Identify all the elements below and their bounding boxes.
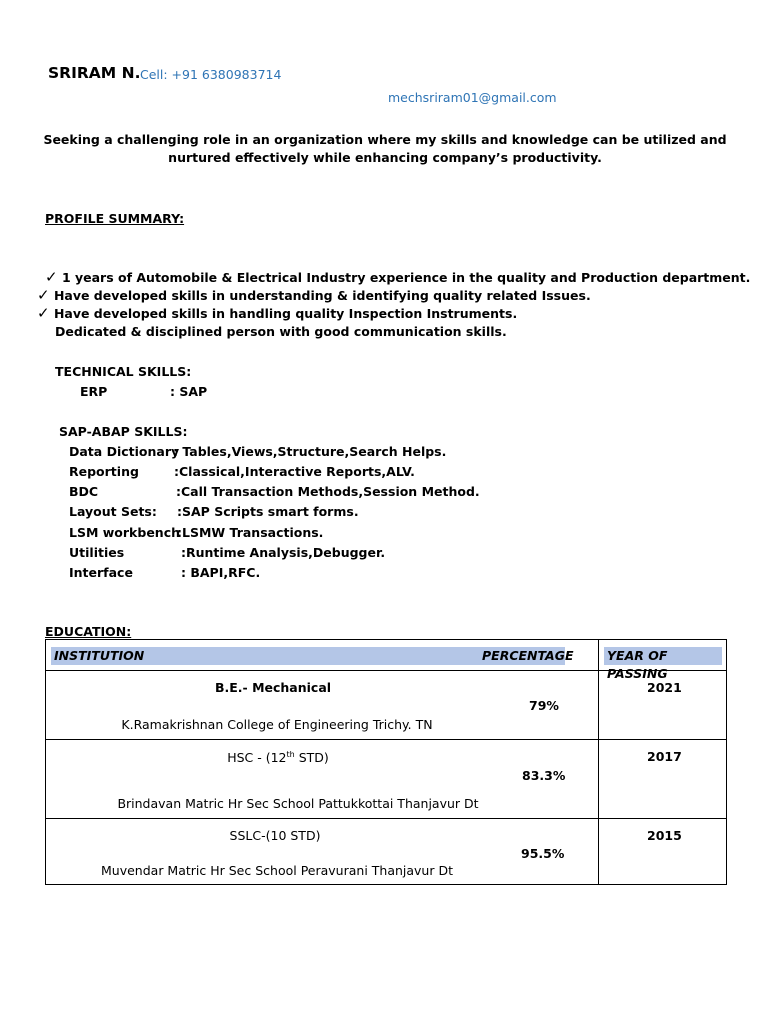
skill-value: :LSMW Transactions. xyxy=(177,525,324,540)
cell-number: Cell: +91 6380983714 xyxy=(140,67,282,82)
percentage-value: 95.5% xyxy=(521,846,565,861)
skill-label: BDC xyxy=(69,484,99,499)
column-header-institution: INSTITUTION xyxy=(51,647,479,665)
course-name: SSLC-(10 STD) xyxy=(229,828,321,843)
erp-label: ERP xyxy=(80,384,108,399)
course-name xyxy=(227,750,329,765)
summary-item xyxy=(55,324,507,339)
summary-text: Have developed skills in understanding & identifying quality related Issues. xyxy=(53,288,591,303)
summary-item xyxy=(37,286,591,304)
summary-text: 1 years of Automobile & Electrical Industry experience in the quality and Production department. xyxy=(61,270,751,285)
skill-value: :Classical,Interactive Reports,ALV. xyxy=(174,464,415,479)
table-divider xyxy=(598,640,599,884)
checkmark-icon: ✓ xyxy=(37,286,50,304)
percentage-value: 79% xyxy=(529,698,559,713)
skill-value: :Runtime Analysis,Debugger. xyxy=(181,545,386,560)
email-address: mechsriram01@gmail.com xyxy=(388,90,557,105)
institute-name: K.Ramakrishnan College of Engineering Trichy. TN xyxy=(121,717,433,732)
year-value: 2017 xyxy=(647,749,682,764)
education-heading: EDUCATION: xyxy=(45,624,132,639)
institute-name: Brindavan Matric Hr Sec School Pattukkottai Thanjavur Dt xyxy=(117,796,479,811)
skill-value: :SAP Scripts smart forms. xyxy=(177,504,359,519)
checkmark-icon: ✓ xyxy=(45,268,58,286)
summary-text: Have developed skills in handling quality Inspection Instruments. xyxy=(53,306,518,321)
skill-label: Utilities xyxy=(69,545,125,560)
objective-statement: Seeking a challenging role in an organization where my skills and knowledge can be utilized and nurtured effectively while enhancing company’s productivity. xyxy=(43,132,727,165)
skill-label: Data Dictionary xyxy=(69,444,180,459)
skill-label: Layout Sets: xyxy=(69,504,157,519)
profile-summary-heading: PROFILE SUMMARY: xyxy=(45,211,185,226)
summary-item xyxy=(37,304,517,322)
institute-name: Muvendar Matric Hr Sec School Peravurani Thanjavur Dt xyxy=(101,863,453,878)
skill-label: Reporting xyxy=(69,464,139,479)
course-name: B.E.- Mechanical xyxy=(214,680,332,695)
column-header-year: YEAR OF PASSING xyxy=(604,647,722,665)
checkmark-icon: ✓ xyxy=(37,304,50,322)
technical-skills-heading: TECHNICAL SKILLS: xyxy=(55,364,192,379)
course-name-superscript: th xyxy=(286,750,295,759)
year-value: 2015 xyxy=(647,828,682,843)
sap-abap-heading: SAP-ABAP SKILLS: xyxy=(59,424,188,439)
year-value: 2021 xyxy=(647,680,682,695)
column-header-percentage: PERCENTAGE xyxy=(479,647,565,665)
candidate-name: SRIRAM N. xyxy=(48,64,141,82)
course-name-suffix: STD) xyxy=(294,750,329,766)
skill-value: : BAPI,RFC. xyxy=(181,565,261,580)
course-name-text: HSC - (12 xyxy=(227,750,287,766)
skill-label: Interface xyxy=(69,565,133,580)
percentage-value: 83.3% xyxy=(522,768,566,783)
summary-text: Dedicated & disciplined person with good communication skills. xyxy=(55,324,507,339)
table-divider xyxy=(46,818,726,819)
skill-value: :Call Transaction Methods,Session Method. xyxy=(176,484,480,499)
education-table xyxy=(45,639,727,885)
erp-value: : SAP xyxy=(170,384,208,399)
table-divider xyxy=(46,739,726,740)
summary-item xyxy=(45,268,750,286)
skill-value: : Tables,Views,Structure,Search Helps. xyxy=(173,444,447,459)
skill-label: LSM workbench xyxy=(69,525,181,540)
